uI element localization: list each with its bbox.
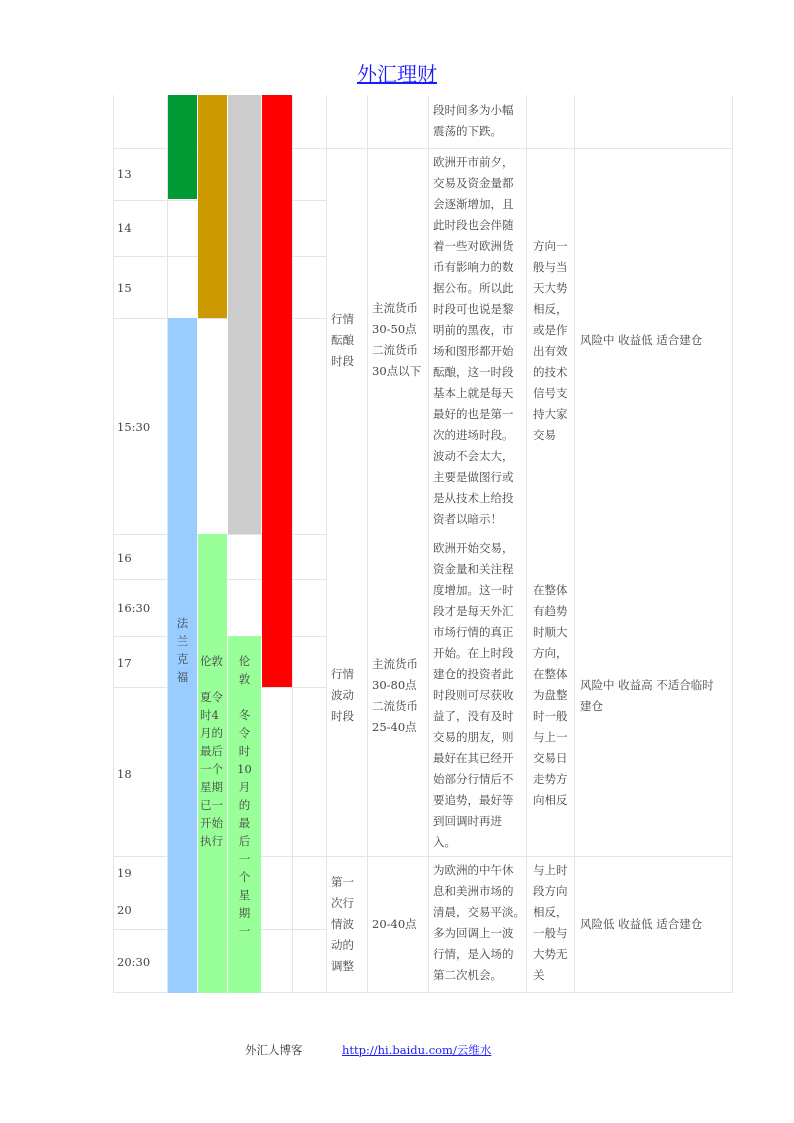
row-range: 主流货币 30-50点 二流货币 30点以下 bbox=[372, 301, 422, 378]
hour-label: 16 bbox=[117, 551, 132, 565]
footer-label: 外汇人博客 bbox=[245, 1043, 303, 1057]
hour-label: 16:30 bbox=[117, 601, 151, 615]
row-range: 20-40点 bbox=[372, 917, 417, 931]
row-risk: 风险中 收益高 不适合临时 建仓 bbox=[580, 678, 714, 713]
row-description: 段时间多为小幅 震荡的下跌。 bbox=[433, 103, 514, 138]
hour-label: 14 bbox=[117, 221, 132, 235]
page-title[interactable]: 外汇理财 bbox=[357, 62, 437, 86]
hour-label: 13 bbox=[117, 167, 132, 181]
market-bar-green bbox=[168, 95, 197, 199]
hour-label: 20 bbox=[117, 903, 132, 917]
row-direction: 方向一 般与当 天大势 相反， 或是作 出有效 的技术 信号支 持大家 交易 bbox=[533, 239, 568, 442]
grid-line bbox=[326, 95, 327, 993]
market-bar-gold bbox=[198, 95, 227, 318]
hour-label: 18 bbox=[117, 767, 132, 781]
grid-line bbox=[428, 95, 429, 993]
label-london-winter: 伦 敦 冬 令 时 10 月 的 最 后 一 个 星 期 一 bbox=[237, 654, 252, 938]
grid-line bbox=[292, 95, 293, 993]
hour-label: 15:30 bbox=[117, 420, 151, 434]
row-range: 主流货币 30-80点 二流货币 25-40点 bbox=[372, 657, 418, 734]
grid-line bbox=[732, 95, 733, 993]
row-description: 为欧洲的中午休 息和美洲市场的 清晨，交易平淡。 多为回调上一波 行情，是入场的 第二次机会。 bbox=[433, 863, 525, 982]
grid-line bbox=[574, 95, 575, 993]
hour-label: 20:30 bbox=[117, 955, 151, 969]
row-direction: 在整体 有趋势 时顺大 方向， 在整体 为盘整 时一般 与上一 交易日 走势方 向相反 bbox=[533, 583, 568, 807]
market-bar-red bbox=[262, 95, 292, 687]
footer-link[interactable]: http://hi.baidu.com/云维水 bbox=[342, 1043, 492, 1057]
label-frankfurt: 法 兰 克 福 bbox=[176, 616, 189, 684]
row-description: 欧洲开始交易， 资金量和关注程 度增加。这一时 段才是每天外汇 市场行情的真正 开始。在上时段 建仓的投资者此 时段则可尽获收 益了，没有及时 交易的朋友，则 最好在其已经开 始部分行情后不 要追势，最好等 到回调时再进 入。 bbox=[433, 541, 514, 849]
row-description: 欧洲开市前夕， 交易及资金量都 会逐渐增加，且 此时段也会伴随 着一些对欧洲货 币有影响力的数 据公布。所以此 时段可也说是黎 明前的黑夜，市 场和图形都开始 酝酿，这一时段 基本上就是每天 最好的也是第一 次的进场时段。 波动不会太大， 主要是做图行或 是从技术上给投 资者以暗示！ bbox=[433, 155, 514, 526]
row-risk: 风险中 收益低 适合建仓 bbox=[580, 333, 703, 347]
hour-label: 15 bbox=[117, 281, 132, 295]
row-period: 行情 波动 时段 bbox=[331, 667, 354, 723]
row-direction: 与上时 段方向 相反， 一般与 大势无 关 bbox=[533, 863, 568, 982]
grid-line bbox=[526, 95, 527, 993]
row-period: 行情 酝酿 时段 bbox=[331, 312, 354, 368]
row-period: 第一 次行 情波 动的 调整 bbox=[331, 875, 354, 973]
grid-line bbox=[367, 95, 368, 993]
hour-label: 19 bbox=[117, 866, 132, 880]
grid-line bbox=[113, 95, 114, 993]
row-risk: 风险低 收益低 适合建仓 bbox=[580, 917, 703, 931]
hour-label: 17 bbox=[117, 656, 132, 670]
market-bar-gray bbox=[228, 95, 261, 534]
label-london-summer: 伦敦 夏令 时4 月的 最后 一个 星期 已一 开始 执行 bbox=[200, 654, 223, 848]
row-divider bbox=[113, 318, 327, 319]
